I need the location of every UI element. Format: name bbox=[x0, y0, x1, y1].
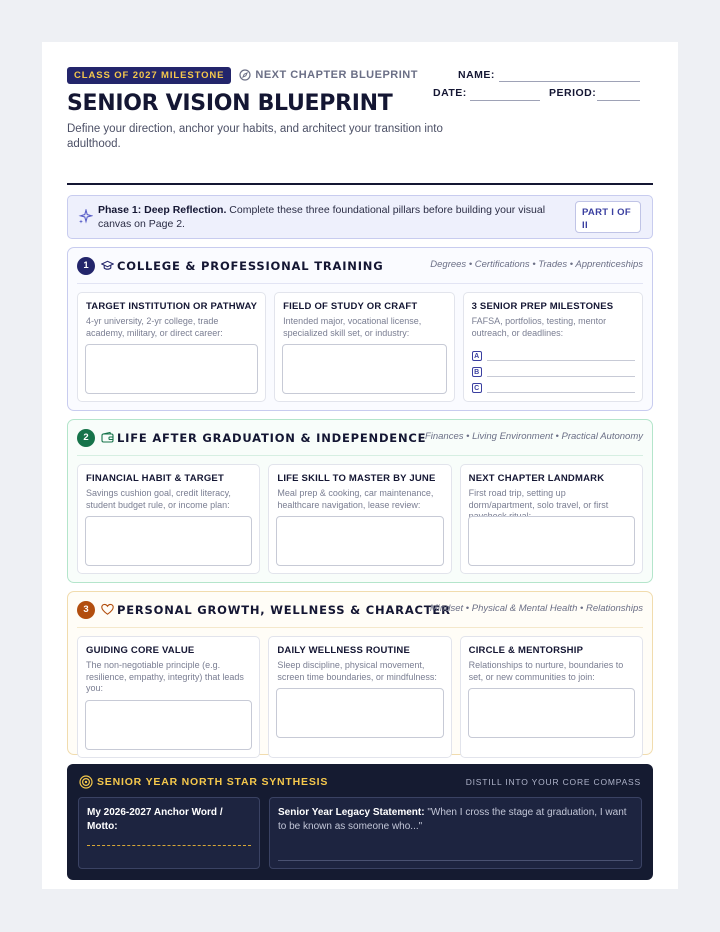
card-title: FINANCIAL HABIT & TARGET bbox=[86, 473, 224, 484]
card-description: First road trip, setting up dorm/apartment, solo travel, or first bbox=[468, 488, 609, 510]
section-header bbox=[76, 420, 644, 455]
milestone-line-a[interactable] bbox=[472, 351, 635, 361]
answer-box[interactable] bbox=[85, 344, 258, 394]
name-field[interactable] bbox=[499, 81, 640, 82]
answer-box[interactable] bbox=[468, 516, 635, 566]
milestone-key: C bbox=[472, 383, 482, 393]
section-tags: Mindset • Physical & Mental Health • Relationships bbox=[429, 603, 643, 614]
card-description: Intended major, vocational license, specialized skill set, or industry: bbox=[283, 316, 422, 338]
worksheet-page bbox=[42, 42, 678, 889]
card-title: CIRCLE & MENTORSHIP bbox=[468, 645, 584, 656]
part-tag: PART I OF II bbox=[575, 201, 641, 233]
period-field[interactable] bbox=[597, 100, 640, 101]
card-title: DAILY WELLNESS ROUTINE bbox=[277, 645, 410, 656]
section-title: LIFE AFTER GRADUATION & INDEPENDENCE bbox=[117, 430, 427, 445]
answer-box[interactable] bbox=[85, 516, 252, 566]
card-prep-milestones bbox=[463, 292, 643, 402]
answer-box[interactable] bbox=[276, 688, 443, 738]
section-divider bbox=[77, 283, 643, 284]
phase-text bbox=[98, 203, 574, 231]
wallet-icon bbox=[101, 431, 114, 444]
phase-body: Complete these three foundational pillars before building your visual canvas on Page 2. bbox=[98, 204, 546, 230]
section-growth bbox=[67, 591, 653, 755]
card-financial-habit bbox=[77, 464, 260, 574]
answer-box[interactable] bbox=[85, 700, 252, 750]
period-label: PERIOD: bbox=[549, 87, 597, 99]
card-description: FAFSA, portfolios, testing, mentor outreach, or deadlines: bbox=[471, 316, 607, 338]
card-title: LIFE SKILL TO MASTER BY JUNE bbox=[277, 473, 436, 484]
section-tags: Degrees • Certifications • Trades • Apprenticeships bbox=[430, 259, 643, 270]
milestone-line-c[interactable] bbox=[472, 383, 635, 393]
section-number: 2 bbox=[77, 429, 95, 447]
section-tags: Finances • Living Environment • Practical Autonomy bbox=[424, 431, 643, 442]
milestone-line-b[interactable] bbox=[472, 367, 635, 377]
north-star-tag: DISTILL INTO YOUR CORE COMPASS bbox=[465, 777, 641, 787]
card-row bbox=[76, 464, 644, 574]
card-title: 3 SENIOR PREP MILESTONES bbox=[471, 301, 614, 312]
card-description: Relationships to nurture, boundaries to set, or new communities to join: bbox=[468, 660, 624, 682]
section-number: 1 bbox=[77, 257, 95, 275]
section-title: COLLEGE & PROFESSIONAL TRAINING bbox=[117, 258, 384, 273]
page-subtitle: Define your direction, anchor your habits, and architect your transition into adulthood. bbox=[67, 123, 443, 150]
page-title: SENIOR VISION BLUEPRINT bbox=[67, 91, 393, 116]
date-label: DATE: bbox=[433, 87, 467, 99]
compass-icon bbox=[239, 69, 251, 81]
card-field-of-study bbox=[274, 292, 454, 402]
card-target-institution bbox=[77, 292, 266, 402]
target-icon bbox=[79, 775, 93, 789]
section-divider bbox=[77, 455, 643, 456]
card-title: NEXT CHAPTER LANDMARK bbox=[468, 473, 605, 484]
section-number: 3 bbox=[77, 601, 95, 619]
heart-icon bbox=[101, 603, 114, 616]
worksheet-header bbox=[67, 67, 653, 183]
card-wellness-routine bbox=[268, 636, 451, 758]
section-title: PERSONAL GROWTH, WELLNESS & CHARACTER bbox=[117, 602, 451, 617]
anchor-write-line[interactable] bbox=[87, 845, 251, 846]
section-independence bbox=[67, 419, 653, 583]
north-star-panel bbox=[67, 764, 653, 880]
date-field[interactable] bbox=[470, 100, 540, 101]
milestone-key: A bbox=[472, 351, 482, 361]
worksheet-content bbox=[67, 67, 653, 880]
card-mentorship bbox=[460, 636, 643, 758]
card-title: TARGET INSTITUTION OR PATHWAY bbox=[86, 301, 258, 312]
milestone-badge: CLASS OF 2027 MILESTONE bbox=[67, 67, 231, 84]
milestone-write-line[interactable] bbox=[487, 384, 635, 393]
legacy-statement-box[interactable] bbox=[269, 797, 642, 869]
card-description: Sleep discipline, physical movement, screen time boundaries, or mindfulness: bbox=[277, 660, 437, 682]
anchor-word-label: My 2026-2027 Anchor Word / Motto: bbox=[87, 807, 223, 832]
milestone-write-line[interactable] bbox=[487, 368, 635, 377]
kicker-text: NEXT CHAPTER BLUEPRINT bbox=[255, 69, 418, 81]
card-description: Meal prep & cooking, car maintenance, healthcare navigation, lease review: bbox=[277, 488, 434, 510]
legacy-label: Senior Year Legacy Statement: bbox=[278, 807, 425, 818]
name-label: NAME: bbox=[458, 69, 495, 81]
north-star-title: SENIOR YEAR NORTH STAR SYNTHESIS bbox=[97, 776, 329, 788]
kicker bbox=[239, 69, 418, 81]
section-header bbox=[76, 248, 644, 283]
card-chapter-landmark bbox=[460, 464, 643, 574]
card-life-skill bbox=[268, 464, 451, 574]
card-core-value bbox=[77, 636, 260, 758]
legacy-statement-text bbox=[278, 806, 633, 834]
card-description: The non-negotiable principle (e.g. resilience, empathy, integrity) that leads you: bbox=[86, 660, 244, 693]
card-title: FIELD OF STUDY OR CRAFT bbox=[283, 301, 418, 312]
legacy-write-line[interactable] bbox=[278, 860, 633, 861]
card-row bbox=[76, 292, 644, 402]
section-college bbox=[67, 247, 653, 411]
milestone-write-line[interactable] bbox=[487, 352, 635, 361]
card-description: Savings cushion goal, credit literacy, student budget rule, or income plan: bbox=[86, 488, 231, 510]
phase-lead: Phase 1: Deep Reflection. bbox=[98, 204, 227, 216]
section-header bbox=[76, 592, 644, 627]
answer-box[interactable] bbox=[276, 516, 443, 566]
answer-box[interactable] bbox=[468, 688, 635, 738]
sparkle-icon bbox=[78, 209, 93, 224]
anchor-word-box[interactable] bbox=[78, 797, 260, 869]
legacy-quote: "When I cross the stage at graduation, I want to be known as someone who..." bbox=[278, 807, 627, 832]
section-divider bbox=[77, 627, 643, 628]
card-description: 4-yr university, 2-yr college, trade academy, military, or direct career: bbox=[86, 316, 223, 338]
answer-box[interactable] bbox=[282, 344, 446, 394]
card-title: GUIDING CORE VALUE bbox=[86, 645, 195, 656]
card-row bbox=[76, 636, 644, 758]
header-rule bbox=[67, 183, 653, 185]
milestone-key: B bbox=[472, 367, 482, 377]
graduation-cap-icon bbox=[101, 259, 114, 272]
phase-banner bbox=[67, 195, 653, 239]
